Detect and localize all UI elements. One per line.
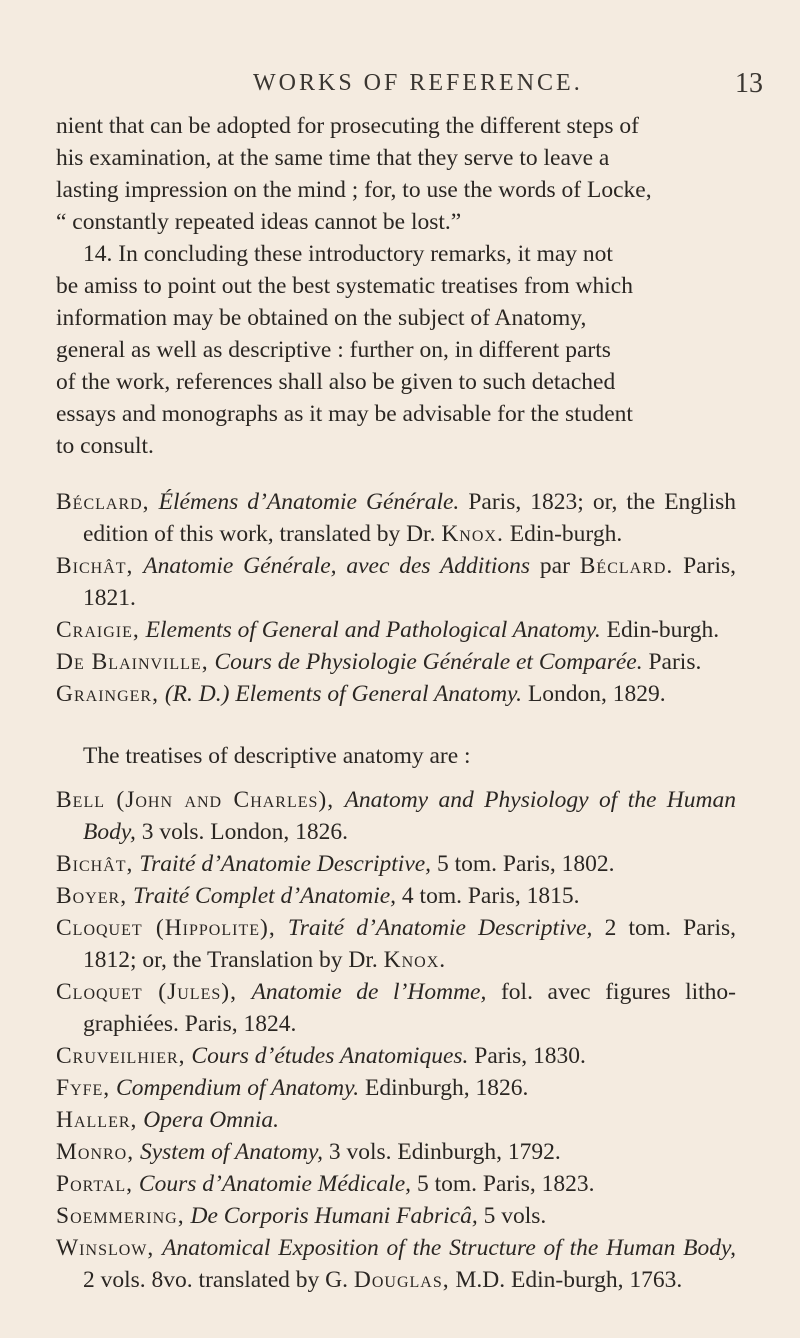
ref-details: 3 vols. London, 1826. xyxy=(141,819,349,845)
reference-entry xyxy=(56,1072,736,1104)
ref-author: Fyfe, xyxy=(56,1075,111,1101)
page-header xyxy=(0,70,800,102)
ref-details: Edin-burgh. xyxy=(606,617,720,643)
reference-entry xyxy=(56,880,736,912)
ref-title: Cours de Physiologie Générale et Comparée. xyxy=(214,649,643,675)
ref-details: Paris, 1830. xyxy=(474,1043,586,1069)
ref-author: Cloquet (Hippolite), xyxy=(56,915,276,941)
ref-tail: M.D. Edin-burgh, 1763. xyxy=(455,1267,683,1293)
running-title: WORKS OF REFERENCE. xyxy=(253,70,583,96)
ref-title: Anatomie de l’Homme, xyxy=(251,979,487,1005)
ref-author-secondary: Knox. xyxy=(383,947,447,973)
ref-details: par xyxy=(539,553,570,579)
reference-entry xyxy=(56,614,736,646)
ref-title: Anatomy and Physiology of the Human Body, xyxy=(83,787,737,845)
reference-entry xyxy=(56,550,736,614)
text-line: be amiss to point out the best systematic treatises from which xyxy=(56,273,633,299)
page-body xyxy=(56,110,736,1296)
descriptive-intro: The treatises of descriptive anatomy are : xyxy=(83,743,471,769)
ref-title: (R. D.) Elements of General Anatomy. xyxy=(164,681,523,707)
reference-entry xyxy=(56,912,736,976)
ref-details: 2 vols. 8vo. translated by G. xyxy=(83,1267,348,1293)
reference-entry xyxy=(56,1136,736,1168)
ref-author-secondary: Douglas, xyxy=(353,1267,450,1293)
ref-author: Portal, xyxy=(56,1171,134,1197)
ref-author: De Blainville, xyxy=(56,649,209,675)
ref-author: Soemmering, xyxy=(56,1203,185,1229)
reference-entry xyxy=(56,1104,736,1136)
ref-details: 5 tom. Paris, 1802. xyxy=(436,851,615,877)
ref-details: Edinburgh, 1826. xyxy=(364,1075,529,1101)
ref-author: Bichât, xyxy=(56,553,134,579)
ref-author: Cloquet (Jules), xyxy=(56,979,237,1005)
ref-author: Boyer, xyxy=(56,883,128,909)
ref-title: Traité Complet d’Anatomie, xyxy=(132,883,397,909)
ref-details: Paris, 1823; or, the English edition of this work, translated by Dr. xyxy=(83,489,737,547)
reference-entry xyxy=(56,678,736,710)
ref-title: System of Anatomy, xyxy=(139,1139,323,1165)
text-line: to consult. xyxy=(56,433,154,459)
ref-title: Élémens d’Anatomie Générale. xyxy=(158,489,460,515)
text-line: general as well as descriptive : further on, in different parts xyxy=(56,337,611,363)
reference-entry xyxy=(56,1232,736,1296)
reference-entry xyxy=(56,1040,736,1072)
ref-author: Béclard, xyxy=(56,489,150,515)
ref-title: Anatomical Exposition of the Structure of the Human Body, xyxy=(162,1235,737,1261)
reference-entry xyxy=(56,976,736,1040)
text-line: essays and monographs as it may be advisable for the student xyxy=(56,401,633,427)
ref-title: De Corporis Humani Fabricâ, xyxy=(190,1203,478,1229)
ref-title: Cours d’études Anatomiques. xyxy=(191,1043,469,1069)
text-line: his examination, at the same time that they serve to leave a xyxy=(56,145,610,171)
ref-details: fol. avec figures litho-graphiées. Paris, 1824. xyxy=(83,979,736,1037)
ref-title: Anatomie Générale, avec des Additions xyxy=(143,553,531,579)
ref-title: Traité d’Anatomie Descriptive, xyxy=(287,915,593,941)
ref-details: 3 vols. Edinburgh, 1792. xyxy=(328,1139,561,1165)
ref-details: Paris. xyxy=(648,649,702,675)
reference-entry xyxy=(56,646,736,678)
reference-entry xyxy=(56,1200,736,1232)
page-number: 13 xyxy=(735,68,763,99)
ref-title: Elements of General and Pathological Anatomy. xyxy=(145,617,601,643)
ref-author: Winslow, xyxy=(56,1235,155,1261)
general-anatomy-references xyxy=(56,486,736,710)
reference-entry xyxy=(56,486,736,550)
ref-tail: Paris, 1821. xyxy=(83,553,737,611)
ref-author: Bell (John and Charles), xyxy=(56,787,335,813)
text-line: lasting impression on the mind ; for, to use the words of Locke, xyxy=(56,177,652,203)
text-line: information may be obtained on the subject of Anatomy, xyxy=(56,305,587,331)
ref-author: Craigie, xyxy=(56,617,140,643)
reference-entry xyxy=(56,784,736,848)
intro-paragraph xyxy=(56,110,736,238)
ref-tail: Edin-burgh. xyxy=(509,521,623,547)
ref-author-secondary: Knox. xyxy=(441,521,504,547)
ref-author: Monro, xyxy=(56,1139,135,1165)
ref-title: Cours d’Anatomie Médicale, xyxy=(138,1171,412,1197)
ref-details: London, 1829. xyxy=(527,681,666,707)
text-line: nient that can be adopted for prosecuting the different steps of xyxy=(56,113,639,139)
paragraph-14 xyxy=(56,238,736,462)
ref-author: Haller, xyxy=(56,1107,138,1133)
ref-author-secondary: Béclard. xyxy=(579,553,674,579)
ref-author: Bichât, xyxy=(56,851,134,877)
ref-details: 2 tom. Paris, 1812; or, the Translation by Dr. xyxy=(83,915,737,973)
descriptive-anatomy-references xyxy=(56,784,736,1296)
ref-author: Cruveilhier, xyxy=(56,1043,186,1069)
text-line: 14. In concluding these introductory remarks, it may not xyxy=(83,241,613,267)
ref-author: Grainger, xyxy=(56,681,159,707)
reference-entry xyxy=(56,848,736,880)
text-line: “ constantly repeated ideas cannot be lost.” xyxy=(56,209,462,235)
ref-title: Opera Omnia. xyxy=(143,1107,280,1133)
ref-details: 5 vols. xyxy=(483,1203,547,1229)
reference-entry xyxy=(56,1168,736,1200)
text-line: of the work, references shall also be given to such detached xyxy=(56,369,616,395)
ref-title: Compendium of Anatomy. xyxy=(116,1075,360,1101)
ref-details: 5 tom. Paris, 1823. xyxy=(416,1171,595,1197)
ref-details: 4 tom. Paris, 1815. xyxy=(401,883,580,909)
ref-title: Traité d’Anatomie Descriptive, xyxy=(139,851,432,877)
